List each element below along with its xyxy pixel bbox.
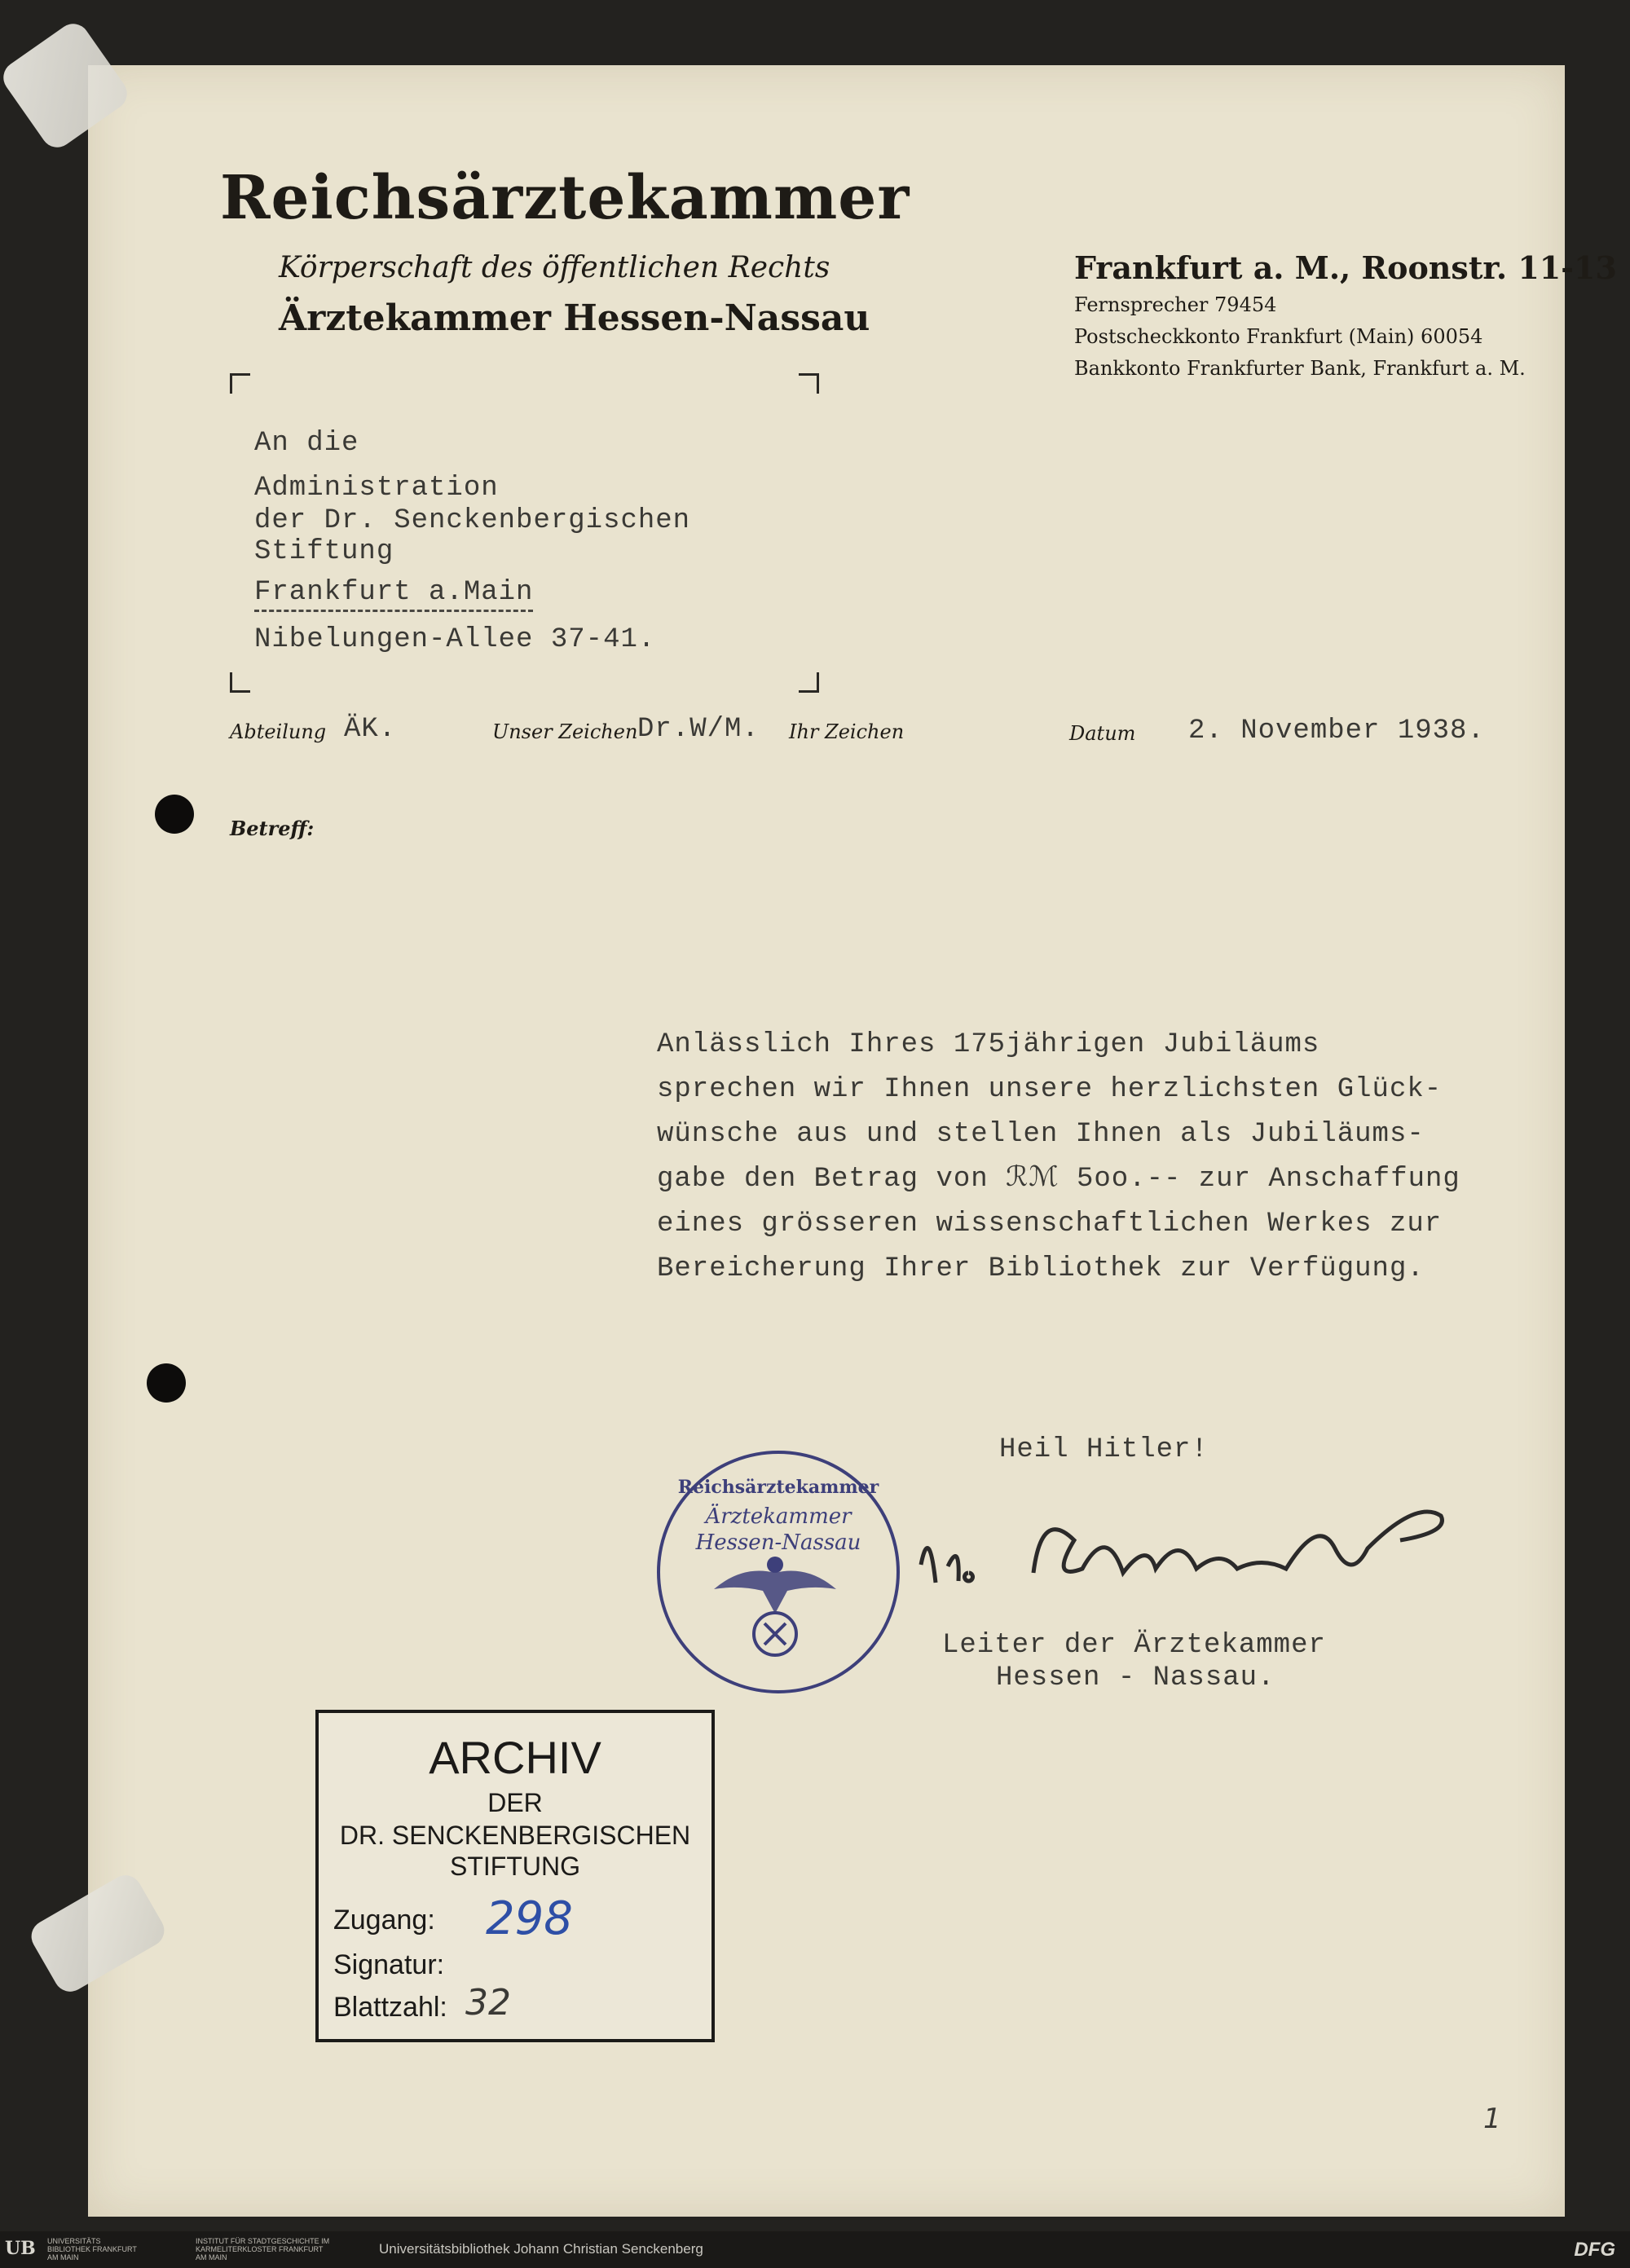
letter-body xyxy=(657,1023,1504,1292)
punch-hole-bottom xyxy=(147,1363,186,1403)
blattzahl-label: Blattzahl: xyxy=(333,1992,447,2023)
ub-logo-subtitle: UNIVERSITÄTS BIBLIOTHEK FRANKFURT AM MAIN xyxy=(47,2237,137,2261)
archive-title: ARCHIV xyxy=(429,1732,601,1783)
blattzahl-value: 32 xyxy=(465,1982,511,2024)
dfg-logo: DFG xyxy=(1574,2239,1615,2261)
handwritten-signature xyxy=(911,1491,1465,1605)
address-corner-top-right xyxy=(799,373,819,394)
body-line: wünsche aus und stellen Ihnen als Jubiläums- xyxy=(657,1119,1425,1150)
address-corner-bottom-right xyxy=(799,672,819,693)
datum-value: 2. November 1938. xyxy=(1188,716,1485,746)
unser-zeichen-value: Dr.W/M. xyxy=(637,714,760,745)
zugang-label: Zugang: xyxy=(333,1905,435,1936)
abteilung-value: ÄK. xyxy=(344,714,397,745)
archive-line-1: DER xyxy=(487,1788,543,1817)
official-round-stamp xyxy=(657,1451,900,1693)
ub-logo: UB xyxy=(5,2238,36,2259)
signatur-label: Signatur: xyxy=(333,1949,445,1980)
eagle-emblem-icon xyxy=(657,1451,893,1687)
archive-line-2: DR. SENCKENBERGISCHEN xyxy=(339,1821,691,1850)
recipient-city: Frankfurt a.Main xyxy=(254,577,533,612)
recipient-line-3: der Dr. Senckenbergischen xyxy=(254,505,691,536)
abteilung-label: Abteilung xyxy=(230,720,327,743)
library-name: Universitätsbibliothek Johann Christian Senckenberg xyxy=(379,2241,703,2257)
punch-hole-top xyxy=(155,795,194,834)
closing-role-1: Leiter der Ärztekammer xyxy=(942,1630,1326,1661)
page-number: 1 xyxy=(1483,2103,1501,2135)
body-line: Anlässlich Ihres 175jährigen Jubiläums xyxy=(657,1029,1320,1060)
zugang-value: 298 xyxy=(486,1892,573,1945)
institute-logo-text: INSTITUT FÜR STADTGESCHICHTE IM KARMELITERKLOSTER FRANKFURT AM MAIN xyxy=(196,2237,330,2261)
archive-stamp-box xyxy=(315,1710,715,2042)
body-line: Bereicherung Ihrer Bibliothek zur Verfügung. xyxy=(657,1253,1425,1284)
closing-role-2: Hessen - Nassau. xyxy=(996,1662,1275,1693)
body-line: sprechen wir Ihnen unsere herzlichsten Glück- xyxy=(657,1074,1443,1105)
betreff-label: Betreff: xyxy=(230,817,315,840)
stamp-line-2: Ärztekammer xyxy=(705,1504,852,1529)
body-line: eines grösseren wissenschaftlichen Werkes zur xyxy=(657,1209,1443,1240)
footer-bar xyxy=(0,2231,1630,2268)
letterhead-bank: Bankkonto Frankfurter Bank, Frankfurt a. M. xyxy=(1074,357,1526,380)
unser-zeichen-label: Unser Zeichen xyxy=(492,720,638,743)
letterhead-phone: Fernsprecher 79454 xyxy=(1074,293,1277,316)
recipient-line-1: An die xyxy=(254,428,359,459)
letterhead-postcheck: Postscheckkonto Frankfurt (Main) 60054 xyxy=(1074,325,1483,348)
address-corner-top-left xyxy=(230,373,250,394)
letterhead-title: Reichsärztekammer xyxy=(220,163,910,233)
letterhead-subtitle-2: Ärztekammer Hessen-Nassau xyxy=(279,297,870,339)
ihr-zeichen-label: Ihr Zeichen xyxy=(789,720,905,743)
archive-line-3: STIFTUNG xyxy=(450,1852,580,1881)
body-line: gabe den Betrag von ℛℳ 5oo.-- zur Anschaffung xyxy=(657,1164,1460,1195)
recipient-line-4: Stiftung xyxy=(254,536,394,567)
datum-label: Datum xyxy=(1069,722,1136,745)
recipient-line-2: Administration xyxy=(254,473,499,504)
recipient-street: Nibelungen-Allee 37-41. xyxy=(254,624,656,655)
letterhead-subtitle-1: Körperschaft des öffentlichen Rechts xyxy=(279,251,830,284)
address-corner-bottom-left xyxy=(230,672,250,693)
stamp-line-1: Reichsärztekammer xyxy=(677,1477,879,1498)
stamp-line-3: Hessen-Nassau xyxy=(695,1530,861,1555)
closing-greeting: Heil Hitler! xyxy=(999,1434,1209,1465)
letterhead-address: Frankfurt a. M., Roonstr. 11-13 xyxy=(1074,249,1617,286)
